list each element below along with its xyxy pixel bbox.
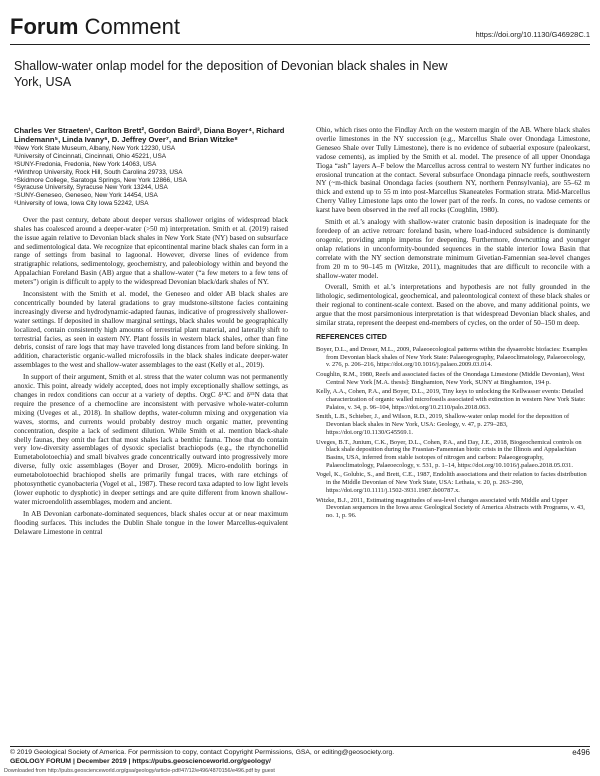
- affiliation: ⁷SUNY-Geneseo, Geneseo, New York 14454, USA: [14, 192, 158, 200]
- body-paragraph: In AB Devonian carbonate-dominated sequences, black shales occur at or near maximum flooding surfaces. This includes the Dublin Shale tongue in the lower Marcellus-equivalent Delaware Limestone in central: [14, 509, 288, 536]
- body-paragraph: Smith et al.’s analogy with shallow-water cratonic basin deposition is inadequate for the foredeep of an active retroarc foreland basin, where load-induced subsidence is dominantly orogenic, providing ample impetus for deepening. Furthermore, downcutting and younger onlap relations in unconformity-bounded sequences in the stable interior Iowa Basin that correlate with the NY section demonstrate minimum Givetian-Famennian sea-level changes from 20 m to 90–145 m (Witzke, 2011), magnitudes that are difficult to reconcile with a shallow-water model.: [316, 218, 590, 280]
- page-header: [10, 14, 590, 44]
- doi-link[interactable]: https://doi.org/10.1130/G46928C.1: [475, 30, 590, 39]
- affiliation: ⁶Syracuse University, Syracuse New York 13244, USA: [14, 184, 168, 192]
- body-paragraph: Inconsistent with the Smith et al. model, the Geneseo and older AB black shales are concentrically bounded by lateral gradations to gray mudstone-siltstone facies containing increasingly diverse and hydrodynamic-adapted faunas, indicative of progressively shallower-water settings. If deposited in shallow marginal settings, black shales would be geographically localized, contain consistently high amounts of terrestrial plant material, and laterally shift to terrestrial facies, as seen in eastern NY. Plant fossils in western black shales, other than fine debris, consist of rare logs that may have traveled long distances from land before sinking. In addition, characteristic organic-walled microfossils in the black shales indicate deeper-water assemblages to the west and shallow-water assemblages to the east (Kelly et al., 2019).: [14, 290, 288, 370]
- article-title: Shallow-water onlap model for the deposition of Devonian black shales in New York, USA: [14, 59, 448, 89]
- references-heading: REFERENCES CITED: [316, 333, 387, 341]
- affiliation: ⁴Winthrop University, Rock Hill, South Carolina 29733, USA: [14, 168, 183, 176]
- reference-entry: Smith, L.B., Schieber, J., and Wilson, R.D., 2019, Shallow-water onlap model for the deposition of Devonian black shales in New York, USA: Geology, v. 47, p. 279–283, https://doi.org/10.1130/G45569.1.: [316, 413, 570, 436]
- right-column: [316, 126, 590, 522]
- reference-entry: Boyer, D.L., and Droser, M.L., 2009, Palaeoecological patterns within the dysaerobic biofacies: Examples from Devonian black shales of New York State: Palaeogeography, Palaeoclimatology, Palaeoecology, v. 276, p. 206–216, https://doi.org/10.1016/j.palaeo.2009.03.014.: [316, 345, 588, 369]
- reference-entry: Coughlin, R.M., 1980, Reefs and associated facies of the Onondaga Limestone (Middle Devonian), West Central New York [M.A. thesis]: Binghamton, New York, SUNY at Binghamton, 194 p.: [316, 370, 585, 386]
- body-paragraph: Ohio, which rises onto the Findlay Arch on the western margin of the AB. Where black shales overlie limestones in the NY succession (e.g., Marcellus Shale over Onondaga Limestone, Geneseo Shale over Tully Limestone), there is no evidence of subaerial exposure (paleokarst, vadose cements), as implied by the Smith et al. model. The presence of all upper Onondaga Tioga “ash” layers A–F below the Marcellus across central to western NY further indicates no erosional truncation at the contact. Several subsurface Onondaga pinnacle reefs, southwestern NY (~m-thick basinal Onondaga facies (southern NY, northern Pennsylvania), are 55–62 m thick and extend up to 55 m into post-Marcellus Skaneateles Formation strata. Mid-Marcellus Cherry Valley Limestone laps onto the lower part of the reefs. In cores, no vadose cements or karst have been observed in the reef all rocks (Coughlin, 1980).: [316, 126, 590, 215]
- forum-comment-heading: [10, 14, 180, 40]
- footer-divider: [10, 746, 590, 747]
- affiliation: ²University of Cincinnati, Cincinnati, Ohio 45221, USA: [14, 153, 167, 161]
- body-paragraph: Overall, Smith et al.’s interpretations and hypothesis are not fully grounded in the lithologic, sedimentological, geochemical, and paleontological context of these black shales or their regional to continent-scale context. Based on the above, and many additional points, we argue that the most parsimonious interpretation is that widespread Devonian black shales, and similar strata, represent the deepest end-members of cycles, on the order of 50–150 m deep.: [316, 283, 590, 328]
- page-number: e496: [572, 748, 590, 757]
- download-note: Downloaded from http://pubs.geoscienceworld.org/gsa/geology/article-pdf/47/12/e496/4870156/e496.pdf by guest: [4, 768, 275, 774]
- journal-line: GEOLOGY FORUM | December 2019 | https://pubs.geoscienceworld.org/geology/: [10, 757, 271, 765]
- left-column: [14, 126, 288, 540]
- reference-entry: Kelly, A.A., Cohen, P.A., and Boyer, D.L., 2019, Tiny keys to unlocking the Kellwasser events: Detailed characterization of organic walled microfossils associated with extinction in western New York State: Palaios, v. 34, p. 96–104, https://doi.org/10.2110/palo.2018.063.: [316, 388, 586, 411]
- brand-forum: Forum: [10, 14, 79, 39]
- page-footer: [10, 749, 590, 766]
- body-paragraph: Over the past century, debate about deeper versus shallower origins of widespread black shales has coalesced around a deeper-water (>50 m) interpretation. Smith et al. (2019) raised the issue again relative to Devonian black shales in New York State (NY) based on subsurface and sedimentological data. We recognize that epicontinental marine black shales can form in a range of settings from basinal to lagoonal. However, diverse lines of evidence from stratigraphic relations, sedimentology, geochemistry, and paleobiology within and beyond the Appalachian Foreland Basin (AB) argue that a shallow-water (“a few meters to a few tens of meters”) origin is difficult to apply to the widespread Devonian black/dark shales of NY.: [14, 215, 288, 287]
- reference-entry: Vogel, K., Golubic, S., and Brett, C.E., 1987, Endolith associations and their relation to facies distribution in the Middle Devonian of New York State, USA: Lethaia, v. 20, p. 263–290, https://doi.org/10.1111/j.1502-3931.1987.tb00787.x.: [316, 471, 587, 494]
- author-list: Charles Ver Straeten¹, Carlton Brett², Gordon Baird³, Diana Boyer⁴, Richard Lindemann⁵, Linda Ivany⁶, D. Jeffrey Over⁷, and Brian Witzke⁸: [14, 126, 285, 145]
- brand-comment: Comment: [84, 14, 180, 39]
- header-divider: [10, 44, 590, 45]
- affiliation: ⁵Skidmore College, Saratoga Springs, New York 12866, USA: [14, 176, 187, 184]
- affiliation: ¹New York State Museum, Albany, New York 12230, USA: [14, 145, 176, 153]
- reference-entry: Witzke, B.J., 2011, Estimating magnitudes of sea-level changes associated with Middle and Upper Devonian sequences in the Iowa area: Geological Society of America Abstracts with Programs, v. 43, no. 1, p. 96.: [316, 496, 585, 519]
- affiliation: ⁸University of Iowa, Iowa City Iowa 52242, USA: [14, 199, 149, 207]
- reference-entry: Uveges, B.T., Junium, C.K., Boyer, D.L., Cohen, P.A., and Day, J.E., 2018, Biogeochemical controls on black shale deposition during the Frasnian-Famennian biotic crisis in the Illinois and Appalachian Basins, USA, inferred from stable isotopes of nitrogen and carbon: Palaeogeography, Palaeoclimatology, Palaeoecology, v. 531, p. 1–14, https://doi.org/10.1016/j.palaeo.2018.05.031.: [316, 438, 582, 469]
- copyright-notice: © 2019 Geological Society of America. For permission to copy, contact Copyright Permissions, GSA, or editing@geosociety.org.: [10, 749, 395, 756]
- body-paragraph: In support of their argument, Smith et al. stress that the water column was not permanently anoxic. This point, already widely accepted, does not imply exceptionally shallow settings, as changes in redox conditions can occur at a variety of depths. OrgC δ¹³C and δ¹⁵N data that require the presence of a chemocline are inconsistent with pervasive whole-water-column mixing (Uveges et al., 2018). In shallow depths, water-column mixing and oxygenation via waves, storms, and currents would probably destroy much organic matter, preventing concentration, despite a lack of sediment dilution. While Smith et al. mention black-shale shelly faunas, they omit the fact that most shales lack a benthic fauna. Those that do contain very low-diversity assemblages of dysoxic specialist brachiopods (e.g., the rhynchonellid Eumetabolotoechia) and small bivalves grade concentrically outward into progressively more diverse, fully oxic assemblages (Boyer and Droser, 2009). Micro-endolith borings in eumetabolotoechid brachiopod shells are primarily fungal traces, with rare etchings of photosynthetic cyanobacteria (Vogel et al., 1987). These record taxa adapted to low light levels (lower euphotic to dysphotic) in deeper settings and are quite different from known shallow-water microendolith assemblages, modern and ancient.: [14, 373, 288, 506]
- affiliation: ³SUNY-Fredonia, Fredonia, New York 14063, USA: [14, 161, 157, 168]
- affiliations: [14, 145, 288, 207]
